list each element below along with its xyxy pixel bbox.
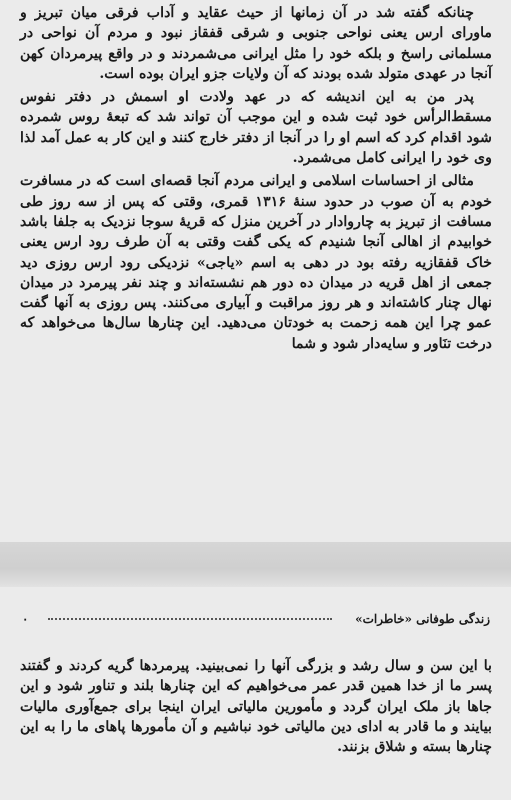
page-separator [0,542,511,587]
upper-text-block [20,3,492,354]
running-header [22,612,490,632]
paragraph-2: پدر من به این اندیشه که در عهد ولادت او اسمش در دفتر نفوس مسقط‌الرأس خود ثبت شده و این موجب آن تواند شد که تبعهٔ روس شمرده شود اقدام کرد که اسم او را در آنجا از دفتر خارج کنند و این کار به عمل آمد لذا وی خود را ایرانی کامل می‌شمرد. [20,89,492,167]
header-dotted-rule [48,618,332,620]
paragraph-3: مثالی از احساسات اسلامی و ایرانی مردم آنجا قصه‌ای است که در مسافرت خودم به آن صوب در حدود سنهٔ ۱۳۱۶ قمری، وقتی که پس از سه روز طی مسافت از تبریز به چاروادار در آخرین منزل که قریهٔ سوجا نزدیک به جلفا باشد خوابیدم از اهالی آنجا شنیدم که یکی گفت وقتی به آن طرف رود ارس یعنی خاک قفقازیه رفته بود در دهی به اسم «یاجی» نزدیکی رود ارس روزی دید جمعی از اهل قریه در میدان ده دور هم نشسته‌اند و چند نفر پیرمرد در میدان نهال چنار کاشته‌اند و هر روز مراقبت و آبیاری می‌کنند. پس روزی به آنها گفت عمو چرا این همه زحمت به خودتان می‌دهید. این چنارها سال‌ها می‌خواهد که درخت تنَاور و سایه‌دار شود و شما [20,173,492,352]
lower-text-block [20,656,492,757]
book-title: زندگی طوفانی «خاطرات» [355,612,490,626]
page-number: ۰ [22,612,29,626]
paragraph-1: چنانکه گفته شد در آن زمانها از حیث عقاید و آداب فرقی میان تبریز و ماورای ارس یعنی نواحی جنوبی و شرقی قفقاز نبود و مردم آن نواحی در مسلمانی راسخ و بلکه خود را مثل ایرانی می‌شمردند و در واقع پیرمردان کهن آنجا در عهدی متولد شده بودند که آن ولایات جزو ایران بوده است. [20,5,492,82]
paragraph-4: با این سن و سال رشد و بزرگی آنها را نمی‌بینید. پیرمردها گریه کردند و گفتند پسر ما از خدا همین قدر عمر می‌خواهیم که این چنارها بلند و تناور شود و این جاها باز ملک ایران گردد و مأمورین مالیاتی ایران اینجا برای جمع‌آوری مالیات بیایند و ما قادر به ادای دین مالیاتی خود نباشیم و آن مأمورها پاهای ما را به این چنارها بسته و شلاق بزنند. [20,658,492,756]
